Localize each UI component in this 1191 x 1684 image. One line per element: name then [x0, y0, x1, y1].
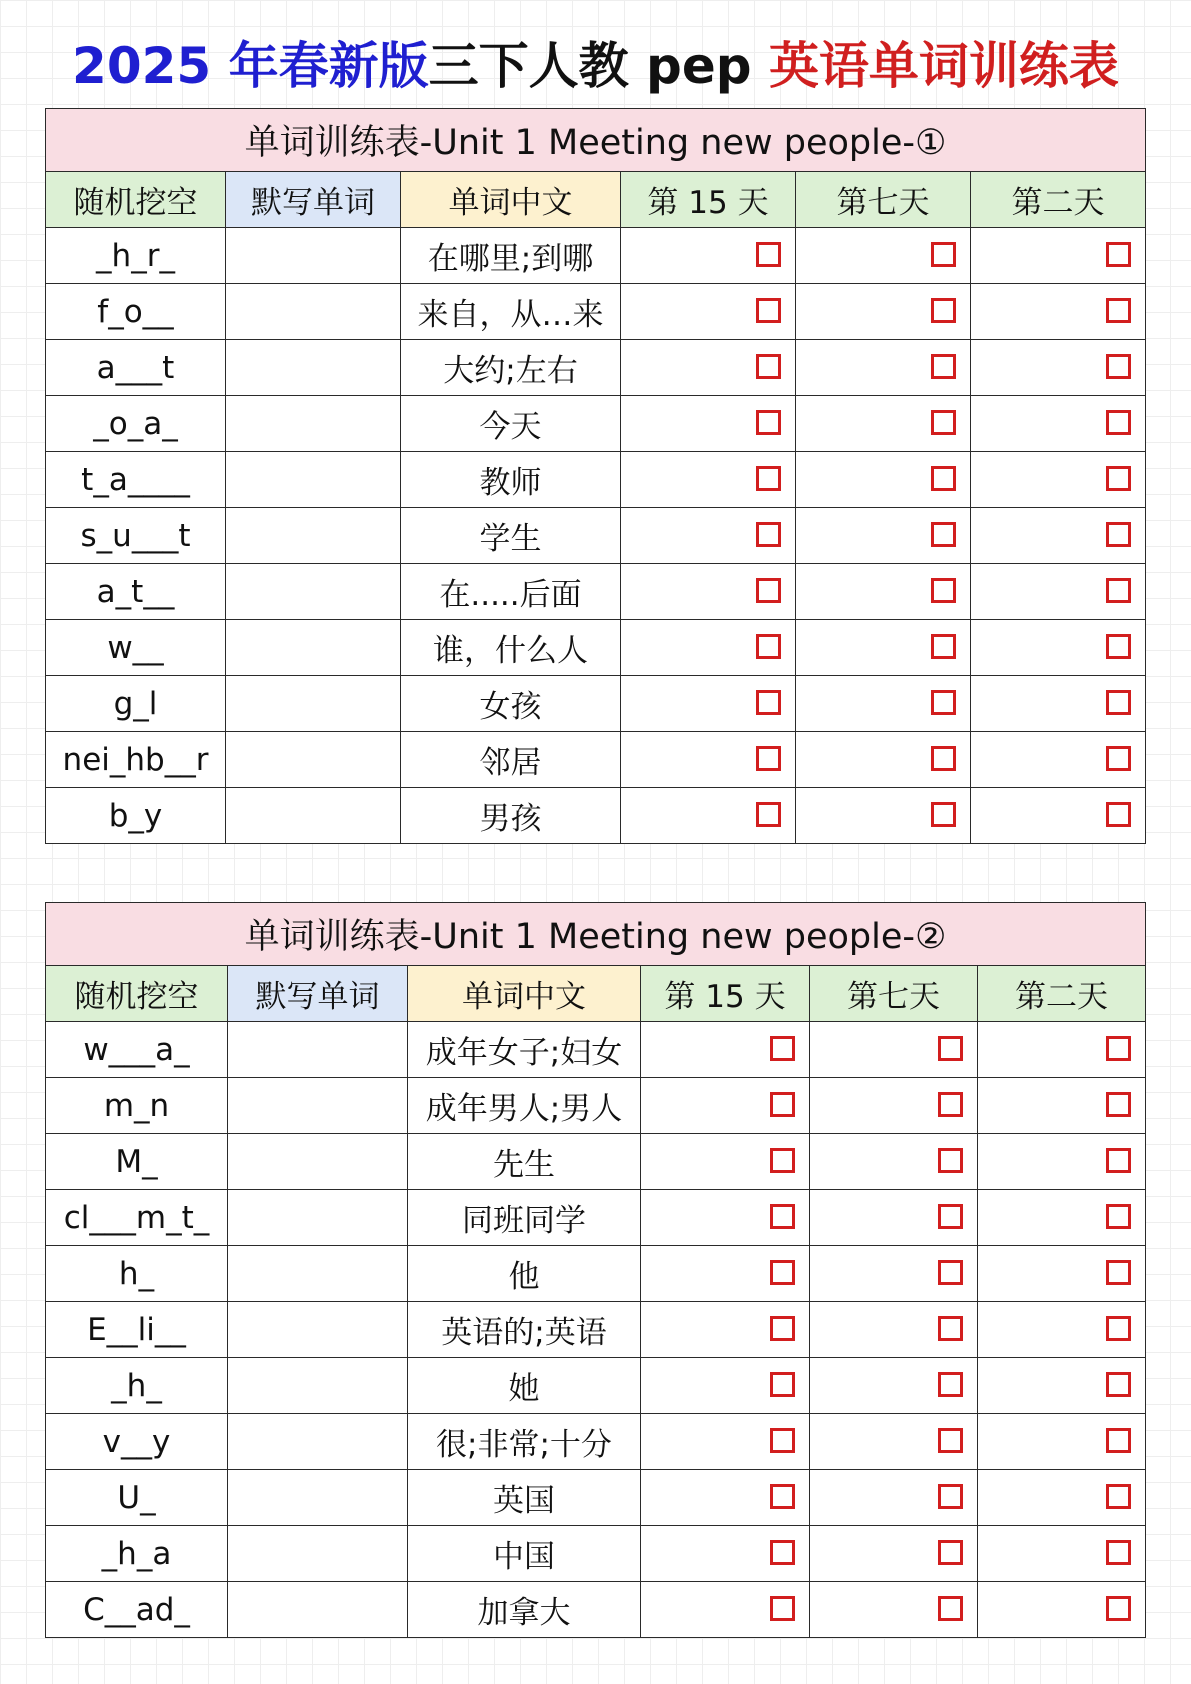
- chinese-meaning-cell: 英国: [408, 1470, 641, 1526]
- day-15-cell: [641, 1302, 810, 1358]
- checkbox-day-15[interactable]: [770, 1092, 795, 1117]
- blank-word-cell: b_y: [46, 788, 226, 844]
- dictation-cell[interactable]: [228, 1526, 408, 1582]
- dictation-cell[interactable]: [226, 620, 401, 676]
- checkbox-day-7[interactable]: [938, 1484, 963, 1509]
- day-15-cell: [641, 1414, 810, 1470]
- day-2-cell: [978, 1358, 1146, 1414]
- dictation-cell[interactable]: [228, 1134, 408, 1190]
- checkbox-day-2[interactable]: [1106, 578, 1131, 603]
- blank-word-cell: C__ad_: [46, 1582, 228, 1638]
- checkbox-day-2[interactable]: [1106, 690, 1131, 715]
- day-2-cell: [971, 284, 1146, 340]
- chinese-meaning-cell: 在哪里;到哪: [401, 228, 621, 284]
- dictation-cell[interactable]: [228, 1190, 408, 1246]
- table-row: [46, 676, 1146, 732]
- blank-word-cell: E__li__: [46, 1302, 228, 1358]
- checkbox-day-7[interactable]: [931, 242, 956, 267]
- table-row: [46, 452, 1146, 508]
- day-2-cell: [978, 1022, 1146, 1078]
- checkbox-day-15[interactable]: [756, 466, 781, 491]
- table-row: [46, 732, 1146, 788]
- checkbox-day-7[interactable]: [931, 578, 956, 603]
- checkbox-day-15[interactable]: [770, 1540, 795, 1565]
- dictation-cell[interactable]: [228, 1582, 408, 1638]
- day-7-cell: [810, 1246, 978, 1302]
- checkbox-day-2[interactable]: [1106, 1316, 1131, 1341]
- day-7-cell: [810, 1470, 978, 1526]
- chinese-meaning-cell: 谁，什么人: [401, 620, 621, 676]
- checkbox-day-2[interactable]: [1106, 410, 1131, 435]
- table-row: [46, 564, 1146, 620]
- dictation-cell[interactable]: [228, 1022, 408, 1078]
- day-2-cell: [978, 1190, 1146, 1246]
- chinese-meaning-cell: 成年男人;男人: [408, 1078, 641, 1134]
- day-15-cell: [641, 1078, 810, 1134]
- checkbox-day-2[interactable]: [1106, 1148, 1131, 1173]
- table-row: [46, 508, 1146, 564]
- checkbox-day-15[interactable]: [756, 634, 781, 659]
- checkbox-day-2[interactable]: [1106, 1372, 1131, 1397]
- day-2-cell: [971, 340, 1146, 396]
- checkbox-day-2[interactable]: [1106, 1036, 1131, 1061]
- checkbox-day-2[interactable]: [1106, 466, 1131, 491]
- checkbox-day-2[interactable]: [1106, 1204, 1131, 1229]
- day-15-cell: [641, 1582, 810, 1638]
- dictation-cell[interactable]: [226, 228, 401, 284]
- checkbox-day-15[interactable]: [770, 1428, 795, 1453]
- day-15-cell: [641, 1526, 810, 1582]
- day-15-cell: [621, 620, 796, 676]
- checkbox-day-2[interactable]: [1106, 1428, 1131, 1453]
- chinese-meaning-cell: 他: [408, 1246, 641, 1302]
- table-caption: 单词训练表-Unit 1 Meeting new people-①: [46, 109, 1146, 172]
- table-row: [46, 396, 1146, 452]
- day-7-cell: [796, 452, 971, 508]
- table-row: [46, 1134, 1146, 1190]
- day-2-cell: [978, 1302, 1146, 1358]
- checkbox-day-2[interactable]: [1106, 746, 1131, 771]
- blank-word-cell: g_l: [46, 676, 226, 732]
- checkbox-day-2[interactable]: [1106, 1260, 1131, 1285]
- checkbox-day-7[interactable]: [938, 1540, 963, 1565]
- title-year-part: 2025 年春新版: [72, 37, 429, 95]
- header-chinese: 单词中文: [401, 172, 621, 228]
- checkbox-day-15[interactable]: [770, 1316, 795, 1341]
- dictation-cell[interactable]: [226, 284, 401, 340]
- day-2-cell: [978, 1414, 1146, 1470]
- checkbox-day-15[interactable]: [770, 1148, 795, 1173]
- day-15-cell: [621, 340, 796, 396]
- chinese-meaning-cell: 邻居: [401, 732, 621, 788]
- blank-word-cell: w___a_: [46, 1022, 228, 1078]
- header-dictation: 默写单词: [226, 172, 401, 228]
- day-15-cell: [641, 1358, 810, 1414]
- day-2-cell: [978, 1582, 1146, 1638]
- checkbox-day-7[interactable]: [931, 466, 956, 491]
- day-7-cell: [796, 228, 971, 284]
- day-2-cell: [978, 1470, 1146, 1526]
- table-row: [46, 1414, 1146, 1470]
- header-day-2: 第二天: [971, 172, 1146, 228]
- blank-word-cell: t_a____: [46, 452, 226, 508]
- day-2-cell: [971, 396, 1146, 452]
- day-2-cell: [971, 676, 1146, 732]
- chinese-meaning-cell: 她: [408, 1358, 641, 1414]
- day-7-cell: [796, 788, 971, 844]
- day-15-cell: [621, 228, 796, 284]
- day-7-cell: [810, 1078, 978, 1134]
- header-dictation: 默写单词: [228, 966, 408, 1022]
- checkbox-day-2[interactable]: [1106, 1092, 1131, 1117]
- dictation-cell[interactable]: [226, 676, 401, 732]
- blank-word-cell: cl___m_t_: [46, 1190, 228, 1246]
- checkbox-day-7[interactable]: [931, 802, 956, 827]
- checkbox-day-7[interactable]: [938, 1428, 963, 1453]
- chinese-meaning-cell: 同班同学: [408, 1190, 641, 1246]
- header-day-7: 第七天: [796, 172, 971, 228]
- chinese-meaning-cell: 大约;左右: [401, 340, 621, 396]
- checkbox-day-15[interactable]: [756, 242, 781, 267]
- table-caption: 单词训练表-Unit 1 Meeting new people-②: [46, 903, 1146, 966]
- checkbox-day-2[interactable]: [1106, 1596, 1131, 1621]
- chinese-meaning-cell: 先生: [408, 1134, 641, 1190]
- chinese-meaning-cell: 今天: [401, 396, 621, 452]
- page-title: [0, 30, 1191, 102]
- checkbox-day-15[interactable]: [756, 578, 781, 603]
- table-row: [46, 228, 1146, 284]
- chinese-meaning-cell: 很;非常;十分: [408, 1414, 641, 1470]
- blank-word-cell: nei_hb__r: [46, 732, 226, 788]
- day-15-cell: [621, 564, 796, 620]
- day-2-cell: [971, 228, 1146, 284]
- table-row: [46, 1470, 1146, 1526]
- table-row: [46, 1358, 1146, 1414]
- checkbox-day-7[interactable]: [938, 1204, 963, 1229]
- chinese-meaning-cell: 英语的;英语: [408, 1302, 641, 1358]
- chinese-meaning-cell: 在.....后面: [401, 564, 621, 620]
- blank-word-cell: _h_: [46, 1358, 228, 1414]
- chinese-meaning-cell: 教师: [401, 452, 621, 508]
- day-7-cell: [810, 1582, 978, 1638]
- checkbox-day-7[interactable]: [938, 1596, 963, 1621]
- day-7-cell: [810, 1414, 978, 1470]
- day-7-cell: [796, 732, 971, 788]
- day-7-cell: [810, 1358, 978, 1414]
- header-day-15: 第 15 天: [641, 966, 810, 1022]
- day-15-cell: [641, 1022, 810, 1078]
- blank-word-cell: U_: [46, 1470, 228, 1526]
- table-row: [46, 1526, 1146, 1582]
- checkbox-day-2[interactable]: [1106, 298, 1131, 323]
- dictation-cell[interactable]: [228, 1358, 408, 1414]
- checkbox-day-15[interactable]: [770, 1596, 795, 1621]
- checkbox-day-7[interactable]: [938, 1316, 963, 1341]
- day-15-cell: [621, 452, 796, 508]
- checkbox-day-7[interactable]: [938, 1148, 963, 1173]
- checkbox-day-15[interactable]: [756, 410, 781, 435]
- day-7-cell: [796, 396, 971, 452]
- chinese-meaning-cell: 学生: [401, 508, 621, 564]
- day-2-cell: [978, 1078, 1146, 1134]
- blank-word-cell: h_: [46, 1246, 228, 1302]
- checkbox-day-7[interactable]: [938, 1092, 963, 1117]
- day-15-cell: [641, 1246, 810, 1302]
- checkbox-day-2[interactable]: [1106, 1540, 1131, 1565]
- checkbox-day-7[interactable]: [931, 410, 956, 435]
- blank-word-cell: _h_r_: [46, 228, 226, 284]
- header-row: [46, 966, 1146, 1022]
- day-15-cell: [641, 1134, 810, 1190]
- checkbox-day-2[interactable]: [1106, 802, 1131, 827]
- table-row: [46, 1582, 1146, 1638]
- day-15-cell: [641, 1470, 810, 1526]
- checkbox-day-7[interactable]: [938, 1372, 963, 1397]
- table-row: [46, 1302, 1146, 1358]
- day-2-cell: [971, 452, 1146, 508]
- header-day-15: 第 15 天: [621, 172, 796, 228]
- checkbox-day-15[interactable]: [756, 802, 781, 827]
- day-7-cell: [810, 1302, 978, 1358]
- day-15-cell: [621, 284, 796, 340]
- chinese-meaning-cell: 中国: [408, 1526, 641, 1582]
- chinese-meaning-cell: 来自，从…来: [401, 284, 621, 340]
- day-7-cell: [796, 340, 971, 396]
- word-table-1: [45, 108, 1146, 844]
- chinese-meaning-cell: 成年女子;妇女: [408, 1022, 641, 1078]
- blank-word-cell: _h_a: [46, 1526, 228, 1582]
- day-7-cell: [796, 508, 971, 564]
- day-7-cell: [810, 1134, 978, 1190]
- dictation-cell[interactable]: [226, 340, 401, 396]
- day-15-cell: [621, 676, 796, 732]
- blank-word-cell: f_o__: [46, 284, 226, 340]
- day-2-cell: [971, 508, 1146, 564]
- checkbox-day-15[interactable]: [756, 354, 781, 379]
- chinese-meaning-cell: 女孩: [401, 676, 621, 732]
- blank-word-cell: m_n: [46, 1078, 228, 1134]
- header-random-blank: 随机挖空: [46, 966, 228, 1022]
- day-2-cell: [978, 1526, 1146, 1582]
- dictation-cell[interactable]: [228, 1078, 408, 1134]
- dictation-cell[interactable]: [228, 1246, 408, 1302]
- dictation-cell[interactable]: [226, 564, 401, 620]
- header-chinese: 单词中文: [408, 966, 641, 1022]
- checkbox-day-15[interactable]: [770, 1036, 795, 1061]
- checkbox-day-7[interactable]: [938, 1260, 963, 1285]
- dictation-cell[interactable]: [228, 1470, 408, 1526]
- blank-word-cell: a___t: [46, 340, 226, 396]
- dictation-cell[interactable]: [228, 1302, 408, 1358]
- table-row: [46, 620, 1146, 676]
- day-2-cell: [971, 732, 1146, 788]
- day-2-cell: [971, 564, 1146, 620]
- table-row: [46, 1078, 1146, 1134]
- day-15-cell: [621, 788, 796, 844]
- checkbox-day-2[interactable]: [1106, 634, 1131, 659]
- checkbox-day-15[interactable]: [756, 522, 781, 547]
- dictation-cell[interactable]: [226, 396, 401, 452]
- day-2-cell: [978, 1246, 1146, 1302]
- checkbox-day-15[interactable]: [770, 1484, 795, 1509]
- day-7-cell: [796, 284, 971, 340]
- checkbox-day-2[interactable]: [1106, 522, 1131, 547]
- day-7-cell: [796, 620, 971, 676]
- checkbox-day-7[interactable]: [938, 1036, 963, 1061]
- day-7-cell: [796, 564, 971, 620]
- checkbox-day-7[interactable]: [931, 522, 956, 547]
- day-7-cell: [796, 676, 971, 732]
- checkbox-day-7[interactable]: [931, 634, 956, 659]
- day-15-cell: [621, 732, 796, 788]
- blank-word-cell: M_: [46, 1134, 228, 1190]
- table-row: [46, 1246, 1146, 1302]
- day-7-cell: [810, 1022, 978, 1078]
- table-row: [46, 1022, 1146, 1078]
- checkbox-day-7[interactable]: [931, 354, 956, 379]
- blank-word-cell: _o_a_: [46, 396, 226, 452]
- dictation-cell[interactable]: [226, 732, 401, 788]
- day-2-cell: [971, 788, 1146, 844]
- day-2-cell: [971, 620, 1146, 676]
- blank-word-cell: s_u___t: [46, 508, 226, 564]
- checkbox-day-2[interactable]: [1106, 242, 1131, 267]
- blank-word-cell: w__: [46, 620, 226, 676]
- day-15-cell: [621, 508, 796, 564]
- table-row: [46, 788, 1146, 844]
- checkbox-day-15[interactable]: [770, 1204, 795, 1229]
- chinese-meaning-cell: 男孩: [401, 788, 621, 844]
- day-15-cell: [621, 396, 796, 452]
- dictation-cell[interactable]: [226, 508, 401, 564]
- checkbox-day-15[interactable]: [770, 1260, 795, 1285]
- blank-word-cell: v__y: [46, 1414, 228, 1470]
- table-row: [46, 340, 1146, 396]
- checkbox-day-15[interactable]: [756, 298, 781, 323]
- checkbox-day-15[interactable]: [770, 1372, 795, 1397]
- checkbox-day-7[interactable]: [931, 746, 956, 771]
- day-2-cell: [978, 1134, 1146, 1190]
- checkbox-day-7[interactable]: [931, 690, 956, 715]
- title-grade-part: 三下人教 pep: [428, 37, 769, 95]
- day-15-cell: [641, 1190, 810, 1246]
- dictation-cell[interactable]: [226, 452, 401, 508]
- header-row: [46, 172, 1146, 228]
- checkbox-day-2[interactable]: [1106, 354, 1131, 379]
- checkbox-day-2[interactable]: [1106, 1484, 1131, 1509]
- checkbox-day-15[interactable]: [756, 746, 781, 771]
- dictation-cell[interactable]: [228, 1414, 408, 1470]
- word-table-2: [45, 902, 1146, 1638]
- blank-word-cell: a_t__: [46, 564, 226, 620]
- checkbox-day-7[interactable]: [931, 298, 956, 323]
- table-row: [46, 1190, 1146, 1246]
- title-subject-part: 英语单词训练表: [768, 37, 1119, 95]
- table-row: [46, 284, 1146, 340]
- header-random-blank: 随机挖空: [46, 172, 226, 228]
- dictation-cell[interactable]: [226, 788, 401, 844]
- header-day-2: 第二天: [978, 966, 1146, 1022]
- chinese-meaning-cell: 加拿大: [408, 1582, 641, 1638]
- day-7-cell: [810, 1526, 978, 1582]
- day-7-cell: [810, 1190, 978, 1246]
- checkbox-day-15[interactable]: [756, 690, 781, 715]
- header-day-7: 第七天: [810, 966, 978, 1022]
